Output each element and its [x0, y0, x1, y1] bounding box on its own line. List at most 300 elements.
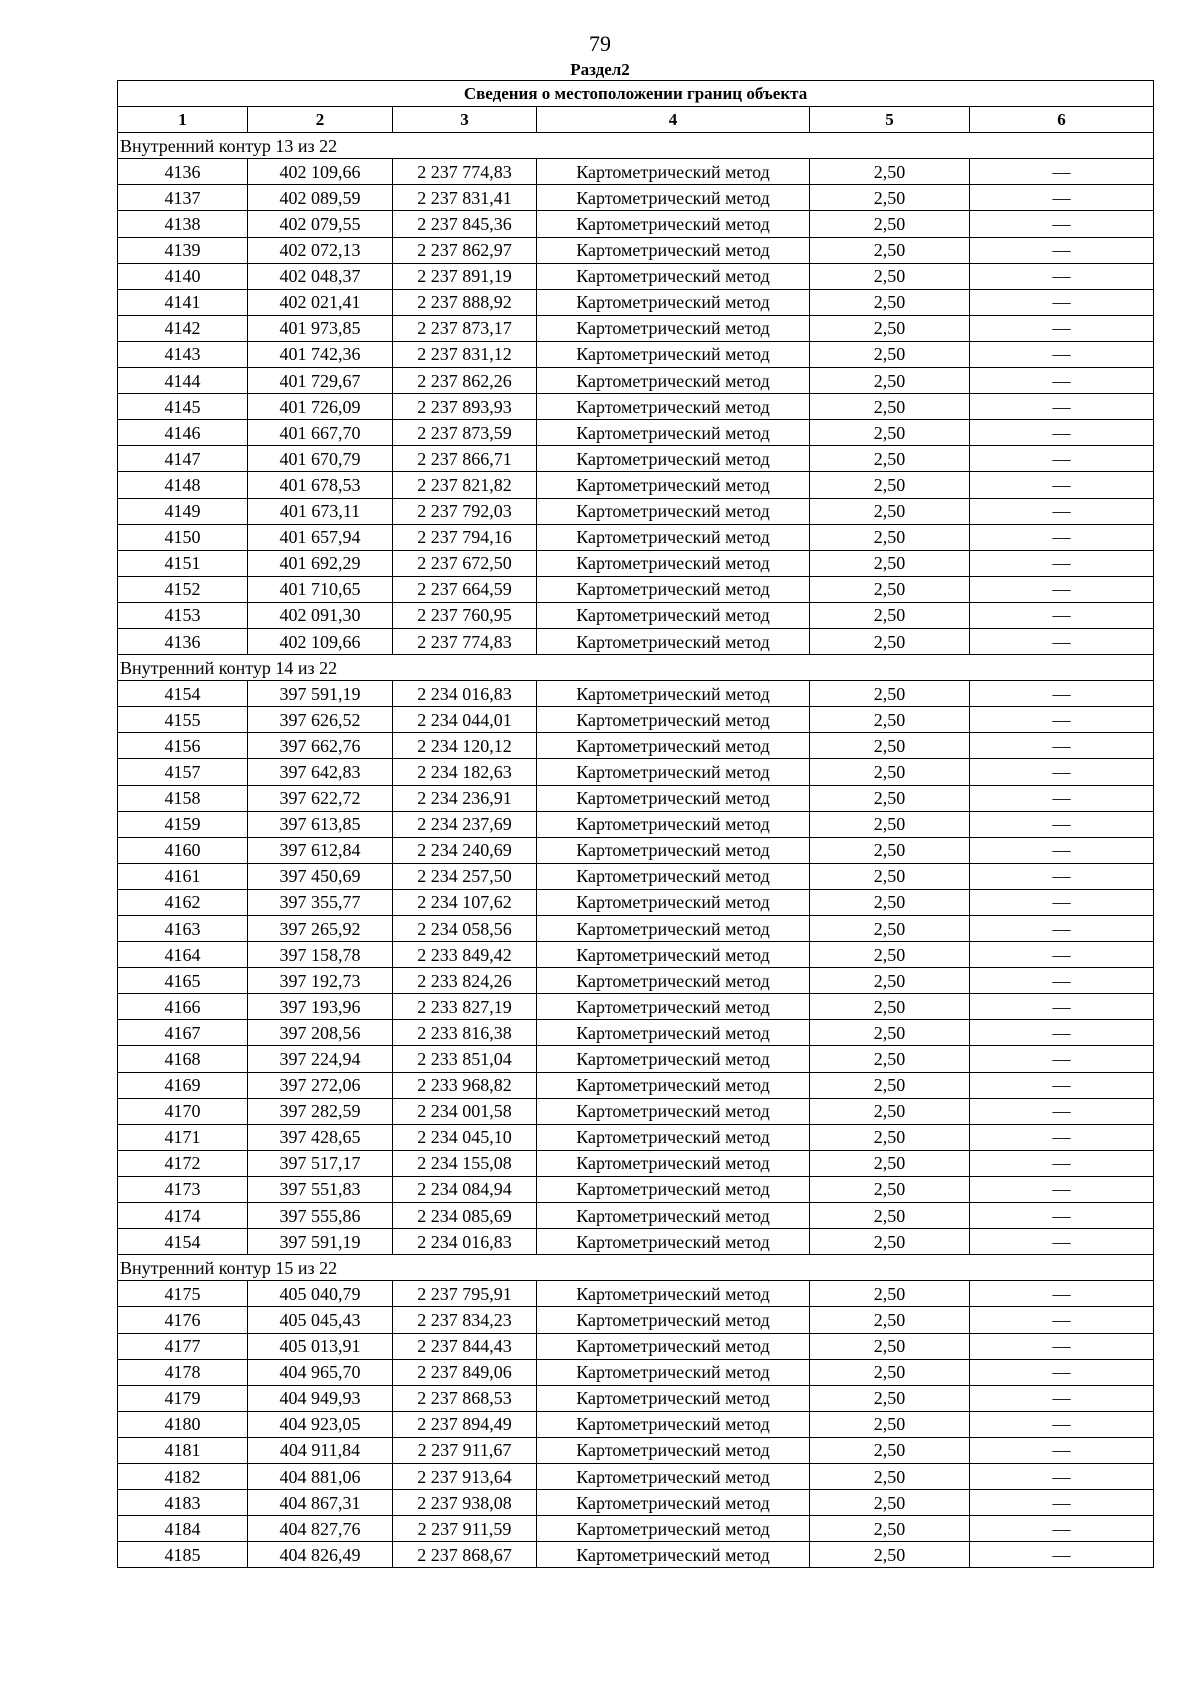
point-number-cell: 4149 [118, 498, 248, 524]
table-row [118, 916, 1154, 942]
point-number-cell: 4180 [118, 1411, 248, 1437]
method-cell: Картометрический метод [537, 394, 810, 420]
accuracy-cell: 2,50 [810, 785, 970, 811]
x-coordinate-cell: 397 428,65 [248, 1124, 393, 1150]
x-coordinate-cell: 397 355,77 [248, 889, 393, 915]
table-row [118, 1542, 1154, 1568]
accuracy-cell: 2,50 [810, 394, 970, 420]
accuracy-cell: 2,50 [810, 1098, 970, 1124]
method-cell: Картометрический метод [537, 1150, 810, 1176]
table-row [118, 1098, 1154, 1124]
x-coordinate-cell: 401 673,11 [248, 498, 393, 524]
method-cell: Картометрический метод [537, 811, 810, 837]
y-coordinate-cell: 2 234 240,69 [393, 837, 537, 863]
x-coordinate-cell: 404 881,06 [248, 1463, 393, 1489]
point-number-cell: 4152 [118, 576, 248, 602]
x-coordinate-cell: 397 662,76 [248, 733, 393, 759]
x-coordinate-cell: 397 612,84 [248, 837, 393, 863]
point-number-cell: 4170 [118, 1098, 248, 1124]
accuracy-cell: 2,50 [810, 1150, 970, 1176]
y-coordinate-cell: 2 237 831,41 [393, 185, 537, 211]
method-cell: Картометрический метод [537, 211, 810, 237]
y-coordinate-cell: 2 237 868,53 [393, 1385, 537, 1411]
x-coordinate-cell: 402 021,41 [248, 289, 393, 315]
method-cell: Картометрический метод [537, 916, 810, 942]
contour-label: Внутренний контур 15 из 22 [118, 1255, 1154, 1281]
method-cell: Картометрический метод [537, 1229, 810, 1255]
table-title-row [118, 81, 1154, 107]
point-number-cell: 4164 [118, 942, 248, 968]
accuracy-cell: 2,50 [810, 185, 970, 211]
method-cell: Картометрический метод [537, 576, 810, 602]
description-cell: — [970, 263, 1154, 289]
accuracy-cell: 2,50 [810, 837, 970, 863]
y-coordinate-cell: 2 237 911,59 [393, 1516, 537, 1542]
x-coordinate-cell: 397 555,86 [248, 1203, 393, 1229]
point-number-cell: 4178 [118, 1359, 248, 1385]
table-row [118, 994, 1154, 1020]
description-cell: — [970, 1516, 1154, 1542]
y-coordinate-cell: 2 237 862,97 [393, 237, 537, 263]
accuracy-cell: 2,50 [810, 1229, 970, 1255]
method-cell: Картометрический метод [537, 524, 810, 550]
method-cell: Картометрический метод [537, 602, 810, 628]
point-number-cell: 4157 [118, 759, 248, 785]
description-cell: — [970, 916, 1154, 942]
accuracy-cell: 2,50 [810, 1046, 970, 1072]
y-coordinate-cell: 2 233 849,42 [393, 942, 537, 968]
column-header-4: 4 [537, 107, 810, 133]
page-number: 79 [589, 31, 611, 56]
table-row [118, 550, 1154, 576]
y-coordinate-cell: 2 237 911,67 [393, 1437, 537, 1463]
accuracy-cell: 2,50 [810, 1020, 970, 1046]
accuracy-cell: 2,50 [810, 811, 970, 837]
description-cell: — [970, 1437, 1154, 1463]
x-coordinate-cell: 397 626,52 [248, 707, 393, 733]
x-coordinate-cell: 397 158,78 [248, 942, 393, 968]
point-number-cell: 4160 [118, 837, 248, 863]
method-cell: Картометрический метод [537, 785, 810, 811]
y-coordinate-cell: 2 234 001,58 [393, 1098, 537, 1124]
accuracy-cell: 2,50 [810, 1072, 970, 1098]
table-row [118, 1437, 1154, 1463]
x-coordinate-cell: 402 091,30 [248, 602, 393, 628]
y-coordinate-cell: 2 237 821,82 [393, 472, 537, 498]
description-cell: — [970, 1046, 1154, 1072]
description-cell: — [970, 1150, 1154, 1176]
point-number-cell: 4158 [118, 785, 248, 811]
method-cell: Картометрический метод [537, 420, 810, 446]
accuracy-cell: 2,50 [810, 759, 970, 785]
x-coordinate-cell: 397 208,56 [248, 1020, 393, 1046]
y-coordinate-cell: 2 234 016,83 [393, 681, 537, 707]
column-header-1: 1 [118, 107, 248, 133]
description-cell: — [970, 889, 1154, 915]
point-number-cell: 4169 [118, 1072, 248, 1098]
method-cell: Картометрический метод [537, 1333, 810, 1359]
table-row [118, 1203, 1154, 1229]
description-cell: — [970, 315, 1154, 341]
point-number-cell: 4147 [118, 446, 248, 472]
x-coordinate-cell: 401 678,53 [248, 472, 393, 498]
y-coordinate-cell: 2 237 834,23 [393, 1307, 537, 1333]
accuracy-cell: 2,50 [810, 1176, 970, 1202]
description-cell: — [970, 968, 1154, 994]
description-cell: — [970, 1098, 1154, 1124]
table-row [118, 159, 1154, 185]
x-coordinate-cell: 405 013,91 [248, 1333, 393, 1359]
method-cell: Картометрический метод [537, 315, 810, 341]
point-number-cell: 4163 [118, 916, 248, 942]
x-coordinate-cell: 405 040,79 [248, 1281, 393, 1307]
table-row [118, 889, 1154, 915]
table-row [118, 1516, 1154, 1542]
accuracy-cell: 2,50 [810, 576, 970, 602]
table-row [118, 1046, 1154, 1072]
y-coordinate-cell: 2 233 968,82 [393, 1072, 537, 1098]
method-cell: Картометрический метод [537, 1020, 810, 1046]
point-number-cell: 4182 [118, 1463, 248, 1489]
accuracy-cell: 2,50 [810, 968, 970, 994]
description-cell: — [970, 394, 1154, 420]
x-coordinate-cell: 397 224,94 [248, 1046, 393, 1072]
point-number-cell: 4181 [118, 1437, 248, 1463]
column-header-2: 2 [248, 107, 393, 133]
description-cell: — [970, 237, 1154, 263]
description-cell: — [970, 1203, 1154, 1229]
y-coordinate-cell: 2 237 792,03 [393, 498, 537, 524]
description-cell: — [970, 1333, 1154, 1359]
accuracy-cell: 2,50 [810, 1437, 970, 1463]
method-cell: Картометрический метод [537, 237, 810, 263]
accuracy-cell: 2,50 [810, 211, 970, 237]
method-cell: Картометрический метод [537, 1463, 810, 1489]
y-coordinate-cell: 2 234 120,12 [393, 733, 537, 759]
point-number-cell: 4161 [118, 863, 248, 889]
y-coordinate-cell: 2 237 774,83 [393, 628, 537, 654]
method-cell: Картометрический метод [537, 1437, 810, 1463]
point-number-cell: 4145 [118, 394, 248, 420]
point-number-cell: 4136 [118, 159, 248, 185]
x-coordinate-cell: 401 729,67 [248, 368, 393, 394]
y-coordinate-cell: 2 234 107,62 [393, 889, 537, 915]
description-cell: — [970, 1359, 1154, 1385]
method-cell: Картометрический метод [537, 681, 810, 707]
accuracy-cell: 2,50 [810, 159, 970, 185]
method-cell: Картометрический метод [537, 185, 810, 211]
y-coordinate-cell: 2 237 844,43 [393, 1333, 537, 1359]
y-coordinate-cell: 2 237 672,50 [393, 550, 537, 576]
y-coordinate-cell: 2 237 891,19 [393, 263, 537, 289]
method-cell: Картометрический метод [537, 263, 810, 289]
description-cell: — [970, 498, 1154, 524]
point-number-cell: 4167 [118, 1020, 248, 1046]
description-cell: — [970, 1281, 1154, 1307]
description-cell: — [970, 1176, 1154, 1202]
description-cell: — [970, 602, 1154, 628]
description-cell: — [970, 289, 1154, 315]
point-number-cell: 4177 [118, 1333, 248, 1359]
boundary-coordinates-table [117, 80, 1154, 1568]
y-coordinate-cell: 2 237 664,59 [393, 576, 537, 602]
table-body [118, 133, 1154, 1568]
table-row [118, 1020, 1154, 1046]
x-coordinate-cell: 397 551,83 [248, 1176, 393, 1202]
x-coordinate-cell: 397 591,19 [248, 1229, 393, 1255]
table-row [118, 759, 1154, 785]
description-cell: — [970, 707, 1154, 733]
y-coordinate-cell: 2 237 894,49 [393, 1411, 537, 1437]
x-coordinate-cell: 397 642,83 [248, 759, 393, 785]
method-cell: Картометрический метод [537, 1385, 810, 1411]
accuracy-cell: 2,50 [810, 368, 970, 394]
description-cell: — [970, 863, 1154, 889]
description-cell: — [970, 837, 1154, 863]
description-cell: — [970, 1124, 1154, 1150]
method-cell: Картометрический метод [537, 1542, 810, 1568]
y-coordinate-cell: 2 234 236,91 [393, 785, 537, 811]
table-row [118, 289, 1154, 315]
method-cell: Картометрический метод [537, 994, 810, 1020]
y-coordinate-cell: 2 234 237,69 [393, 811, 537, 837]
table-row [118, 1490, 1154, 1516]
accuracy-cell: 2,50 [810, 263, 970, 289]
point-number-cell: 4154 [118, 681, 248, 707]
y-coordinate-cell: 2 234 257,50 [393, 863, 537, 889]
x-coordinate-cell: 404 826,49 [248, 1542, 393, 1568]
accuracy-cell: 2,50 [810, 341, 970, 367]
x-coordinate-cell: 401 726,09 [248, 394, 393, 420]
y-coordinate-cell: 2 237 831,12 [393, 341, 537, 367]
table-row [118, 1229, 1154, 1255]
y-coordinate-cell: 2 234 044,01 [393, 707, 537, 733]
x-coordinate-cell: 402 089,59 [248, 185, 393, 211]
accuracy-cell: 2,50 [810, 1385, 970, 1411]
method-cell: Картометрический метод [537, 1176, 810, 1202]
accuracy-cell: 2,50 [810, 1490, 970, 1516]
method-cell: Картометрический метод [537, 1203, 810, 1229]
description-cell: — [970, 1072, 1154, 1098]
method-cell: Картометрический метод [537, 863, 810, 889]
y-coordinate-cell: 2 233 851,04 [393, 1046, 537, 1072]
method-cell: Картометрический метод [537, 1281, 810, 1307]
point-number-cell: 4143 [118, 341, 248, 367]
x-coordinate-cell: 404 949,93 [248, 1385, 393, 1411]
contour-label: Внутренний контур 14 из 22 [118, 655, 1154, 681]
y-coordinate-cell: 2 234 085,69 [393, 1203, 537, 1229]
accuracy-cell: 2,50 [810, 1203, 970, 1229]
column-number-row [118, 107, 1154, 133]
point-number-cell: 4153 [118, 602, 248, 628]
method-cell: Картометрический метод [537, 289, 810, 315]
y-coordinate-cell: 2 237 873,59 [393, 420, 537, 446]
accuracy-cell: 2,50 [810, 1333, 970, 1359]
table-row [118, 811, 1154, 837]
y-coordinate-cell: 2 237 938,08 [393, 1490, 537, 1516]
table-row [118, 681, 1154, 707]
point-number-cell: 4154 [118, 1229, 248, 1255]
description-cell: — [970, 472, 1154, 498]
method-cell: Картометрический метод [537, 759, 810, 785]
x-coordinate-cell: 401 973,85 [248, 315, 393, 341]
description-cell: — [970, 420, 1154, 446]
table-row [118, 942, 1154, 968]
point-number-cell: 4148 [118, 472, 248, 498]
point-number-cell: 4142 [118, 315, 248, 341]
accuracy-cell: 2,50 [810, 1516, 970, 1542]
x-coordinate-cell: 402 072,13 [248, 237, 393, 263]
method-cell: Картометрический метод [537, 1046, 810, 1072]
y-coordinate-cell: 2 237 913,64 [393, 1463, 537, 1489]
column-header-6: 6 [970, 107, 1154, 133]
method-cell: Картометрический метод [537, 1098, 810, 1124]
accuracy-cell: 2,50 [810, 863, 970, 889]
method-cell: Картометрический метод [537, 733, 810, 759]
description-cell: — [970, 550, 1154, 576]
table-row [118, 1359, 1154, 1385]
accuracy-cell: 2,50 [810, 602, 970, 628]
method-cell: Картометрический метод [537, 1124, 810, 1150]
table-row [118, 446, 1154, 472]
x-coordinate-cell: 397 282,59 [248, 1098, 393, 1124]
accuracy-cell: 2,50 [810, 1307, 970, 1333]
x-coordinate-cell: 397 265,92 [248, 916, 393, 942]
x-coordinate-cell: 401 670,79 [248, 446, 393, 472]
description-cell: — [970, 1307, 1154, 1333]
x-coordinate-cell: 404 965,70 [248, 1359, 393, 1385]
table-row [118, 1072, 1154, 1098]
table-row [118, 341, 1154, 367]
y-coordinate-cell: 2 234 182,63 [393, 759, 537, 785]
y-coordinate-cell: 2 237 868,67 [393, 1542, 537, 1568]
y-coordinate-cell: 2 237 845,36 [393, 211, 537, 237]
point-number-cell: 4136 [118, 628, 248, 654]
y-coordinate-cell: 2 234 155,08 [393, 1150, 537, 1176]
section-label: Раздел2 [570, 60, 630, 79]
accuracy-cell: 2,50 [810, 289, 970, 315]
method-cell: Картометрический метод [537, 837, 810, 863]
point-number-cell: 4146 [118, 420, 248, 446]
table-row [118, 733, 1154, 759]
accuracy-cell: 2,50 [810, 707, 970, 733]
table-row [118, 1150, 1154, 1176]
table-row [118, 498, 1154, 524]
description-cell: — [970, 368, 1154, 394]
table-row [118, 1281, 1154, 1307]
point-number-cell: 4171 [118, 1124, 248, 1150]
x-coordinate-cell: 405 045,43 [248, 1307, 393, 1333]
x-coordinate-cell: 401 692,29 [248, 550, 393, 576]
accuracy-cell: 2,50 [810, 1542, 970, 1568]
point-number-cell: 4165 [118, 968, 248, 994]
table-row [118, 420, 1154, 446]
y-coordinate-cell: 2 237 893,93 [393, 394, 537, 420]
method-cell: Картометрический метод [537, 968, 810, 994]
method-cell: Картометрический метод [537, 1072, 810, 1098]
method-cell: Картометрический метод [537, 341, 810, 367]
table-row [118, 707, 1154, 733]
point-number-cell: 4156 [118, 733, 248, 759]
table-row [118, 628, 1154, 654]
y-coordinate-cell: 2 237 866,71 [393, 446, 537, 472]
table-row [118, 837, 1154, 863]
table-row [118, 368, 1154, 394]
x-coordinate-cell: 397 272,06 [248, 1072, 393, 1098]
point-number-cell: 4173 [118, 1176, 248, 1202]
point-number-cell: 4151 [118, 550, 248, 576]
column-header-5: 5 [810, 107, 970, 133]
method-cell: Картометрический метод [537, 368, 810, 394]
y-coordinate-cell: 2 237 794,16 [393, 524, 537, 550]
accuracy-cell: 2,50 [810, 1359, 970, 1385]
table-row [118, 1176, 1154, 1202]
accuracy-cell: 2,50 [810, 1124, 970, 1150]
accuracy-cell: 2,50 [810, 942, 970, 968]
accuracy-cell: 2,50 [810, 1281, 970, 1307]
description-cell: — [970, 942, 1154, 968]
description-cell: — [970, 994, 1154, 1020]
method-cell: Картометрический метод [537, 550, 810, 576]
point-number-cell: 4174 [118, 1203, 248, 1229]
table-row [118, 211, 1154, 237]
x-coordinate-cell: 397 517,17 [248, 1150, 393, 1176]
x-coordinate-cell: 397 192,73 [248, 968, 393, 994]
table-row [118, 315, 1154, 341]
x-coordinate-cell: 402 048,37 [248, 263, 393, 289]
description-cell: — [970, 576, 1154, 602]
x-coordinate-cell: 397 613,85 [248, 811, 393, 837]
table-row [118, 263, 1154, 289]
description-cell: — [970, 1463, 1154, 1489]
description-cell: — [970, 733, 1154, 759]
method-cell: Картометрический метод [537, 1411, 810, 1437]
column-header-3: 3 [393, 107, 537, 133]
y-coordinate-cell: 2 234 045,10 [393, 1124, 537, 1150]
x-coordinate-cell: 397 193,96 [248, 994, 393, 1020]
point-number-cell: 4138 [118, 211, 248, 237]
accuracy-cell: 2,50 [810, 237, 970, 263]
x-coordinate-cell: 404 867,31 [248, 1490, 393, 1516]
accuracy-cell: 2,50 [810, 681, 970, 707]
x-coordinate-cell: 397 450,69 [248, 863, 393, 889]
table-row [118, 602, 1154, 628]
method-cell: Картометрический метод [537, 707, 810, 733]
y-coordinate-cell: 2 237 888,92 [393, 289, 537, 315]
description-cell: — [970, 211, 1154, 237]
x-coordinate-cell: 397 591,19 [248, 681, 393, 707]
point-number-cell: 4168 [118, 1046, 248, 1072]
accuracy-cell: 2,50 [810, 733, 970, 759]
accuracy-cell: 2,50 [810, 1463, 970, 1489]
y-coordinate-cell: 2 234 058,56 [393, 916, 537, 942]
point-number-cell: 4185 [118, 1542, 248, 1568]
accuracy-cell: 2,50 [810, 472, 970, 498]
table-row [118, 524, 1154, 550]
y-coordinate-cell: 2 234 084,94 [393, 1176, 537, 1202]
x-coordinate-cell: 404 827,76 [248, 1516, 393, 1542]
accuracy-cell: 2,50 [810, 916, 970, 942]
description-cell: — [970, 628, 1154, 654]
point-number-cell: 4176 [118, 1307, 248, 1333]
y-coordinate-cell: 2 237 774,83 [393, 159, 537, 185]
x-coordinate-cell: 397 622,72 [248, 785, 393, 811]
point-number-cell: 4155 [118, 707, 248, 733]
method-cell: Картометрический метод [537, 942, 810, 968]
description-cell: — [970, 1385, 1154, 1411]
description-cell: — [970, 811, 1154, 837]
x-coordinate-cell: 401 742,36 [248, 341, 393, 367]
